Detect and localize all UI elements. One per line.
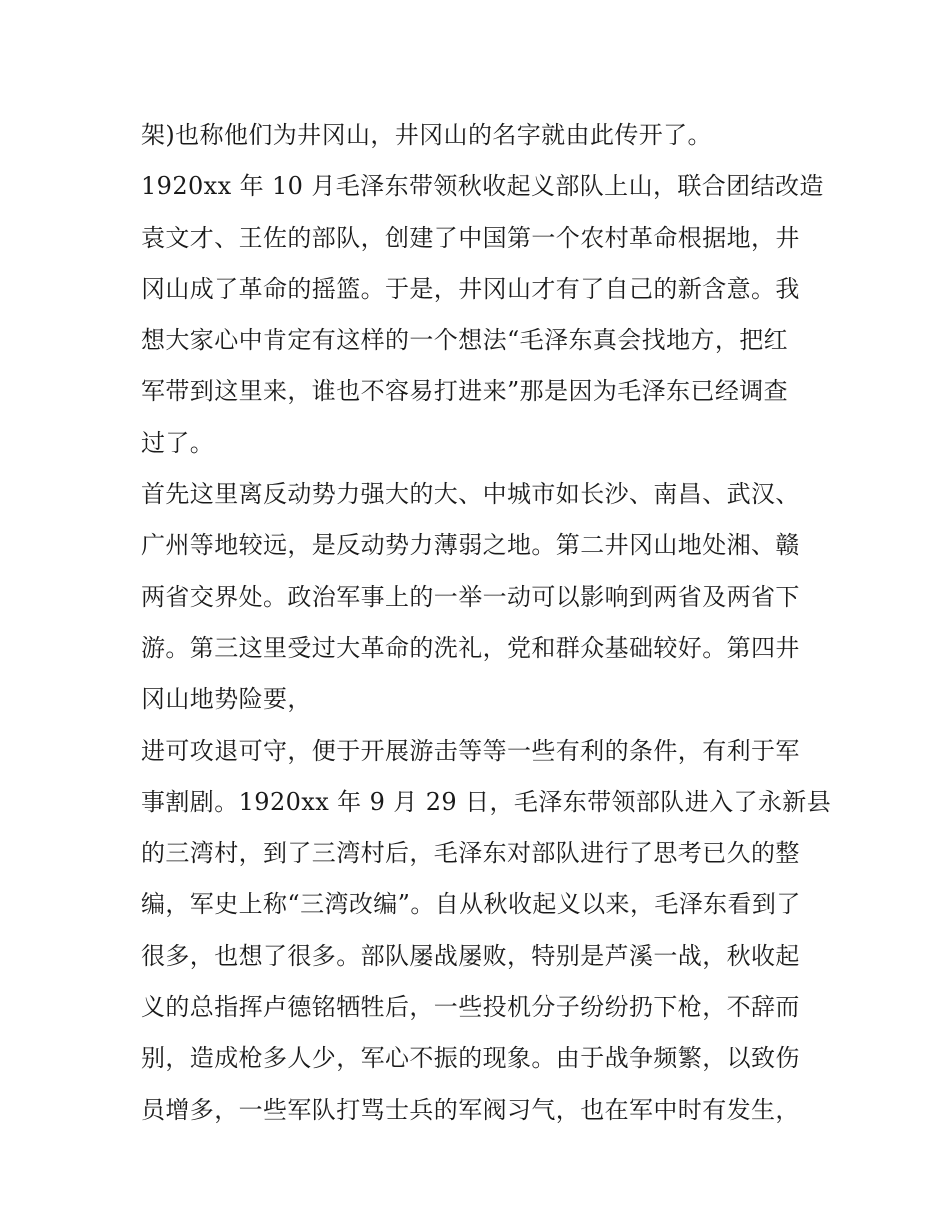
text-line: 广州等地较远，是反动势力薄弱之地。第二井冈山地处湘、赣: [141, 531, 800, 560]
text-line: 义的总指挥卢德铭牺牲后，一些投机分子纷纷扔下枪，不辞而: [141, 993, 800, 1022]
text-line: 别，造成枪多人少，军心不振的现象。由于战争频繁，以致伤: [141, 1044, 800, 1073]
text-line: 架)也称他们为井冈山，井冈山的名字就由此传开了。: [141, 121, 712, 149]
text-line: 事割剧。1920xx 年 9 月 29 日，毛泽东带领部队进入了永新县: [141, 787, 832, 816]
text-line: 游。第三这里受过大革命的洗礼，党和群众基础较好。第四井: [141, 633, 800, 662]
text-line: 很多，也想了很多。部队屡战屡败，特别是芦溪一战，秋收起: [141, 941, 800, 970]
text-line: 两省交界处。政治军事上的一举一动可以影响到两省及两省下: [141, 582, 800, 611]
text-line: 袁文才、王佐的部队，创建了中国第一个农村革命根据地，井: [141, 223, 800, 252]
text-line: 想大家心中肯定有这样的一个想法“毛泽东真会找地方，把红: [141, 326, 789, 355]
text-line: 军带到这里来，谁也不容易打进来”那是因为毛泽东已经调查: [141, 377, 789, 406]
text-line: 编，军史上称“三湾改编”。自从秋收起义以来，毛泽东看到了: [141, 890, 801, 919]
text-line: 冈山成了革命的摇篮。于是，井冈山才有了自己的新含意。我: [141, 274, 800, 303]
document-body: [141, 110, 832, 1136]
text-line: 冈山地势险要，: [141, 685, 312, 714]
text-line: 员增多，一些军队打骂士兵的军阀习气，也在军中时有发生，: [141, 1095, 800, 1124]
text-line: 的三湾村，到了三湾村后，毛泽东对部队进行了思考已久的整: [141, 839, 800, 868]
text-line: 1920xx 年 10 月毛泽东带领秋收起义部队上山，联合团结改造: [141, 172, 824, 201]
text-line: 进可攻退可守，便于开展游击等等一些有利的条件，有利于军: [141, 736, 800, 765]
text-line: 过了。: [141, 428, 215, 457]
text-line: 首先这里离反动势力强大的大、中城市如长沙、南昌、武汉、: [141, 480, 800, 509]
